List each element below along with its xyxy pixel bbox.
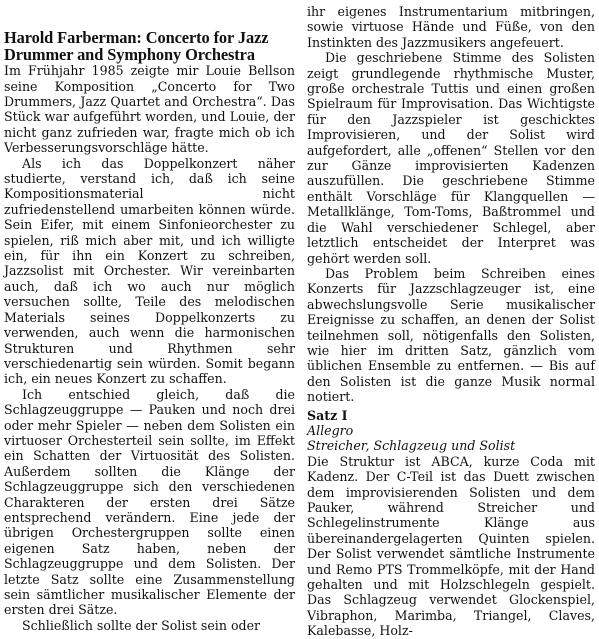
paragraph-percussion-group: Ich entschied gleich, daß die Schlagzeuggruppe — Pauken und noch drei oder mehr Spieler — neben dem Solisten ein virtuoser Orchesterteil sein sollte, im Effekt ein Schatten der Virtuosität des Solisten. Außerdem sollten die Klänge der Schlagzeuggruppe sich den verschiedenen Charakteren der ersten drei Sätze entsprechend verändern. Eine jede der übrigen Orchestergruppen sollte einen eigenen Satz haben, neben der Schlagzeuggruppe und dem Solisten. Der letzte Satz sollte eine Zusammenstellung sein sämtlicher musikalischer Elemente der ersten drei Sätze. [4,386,295,618]
right-column [307,4,595,639]
section-instrumentation: Streicher, Schlagzeug und Solist [307,438,516,454]
paragraph-double-concerto: Als ich das Doppelkonzert näher studierte, verstand ich, daß ich seine Kompositionsmaterial nicht zufriedenstellend umarbeiten können würde. Sein Eifer, mit einem Sinfonieorchester zu spielen, riß mich aber mit, und ich willigte ein, für ihn ein Konzert zu schreiben, Jazzsolist mit Orchester. Wir vereinbarten auch, daß ich wo auch nur möglich versuchen sollte, Teile des melodischen Materials seines Doppelkonzerts zu verwenden, auch wenn die harmonischen Strukturen und Rhythmen sehr verschiedenartig sein würden. Somit begann ich, ein neues Konzert zu schaffen. [4,155,295,387]
paragraph-soloist-start: Schließlich sollte der Solist sein oder [22,617,261,633]
section-heading: Satz I [307,407,348,423]
paragraph-instrumentarium: ihr eigenes Instrumentarium mitbringen, sowie virtuose Hände und Füße, von den Instinkten des Jazzmusikers angefeuert. [307,4,595,50]
article-title: Harold Farberman: Concerto for Jazz Drummer and Symphony Orchestra [4,28,269,64]
paragraph-written-part: Die geschriebene Stimme des Solisten zeigt grundlegende rhythmische Muster, große orchestrale Tuttis und einen großen Spielraum für Improvisation. Das Wichtigste für den Jazzspieler ist geschicktes Improvisieren, und der Solist wird aufgefordert, alle „offenen“ Stellen vor den zur Gänze improvisierten Kadenzen auszufüllen. Die geschriebene Stimme enthält Vorschläge für Klangquellen — Metallklänge, Tom-Toms, Baßtrommel und die Wahl verschiedener Schlegel, aber letztlich entscheidet der Interpret was gehört werden soll. [307,50,595,266]
section-tempo: Allegro [307,422,354,438]
paragraph-problem: Das Problem beim Schreiben eines Konzerts für Jazzschlagzeuger ist, eine abwechslungsvolle Serie musikalischer Ereignisse zu schaffen, an denen der Solist teilnehmen soll, nötigenfalls den Solisten, wie hier im dritten Satz, gänzlich vom üblichen Ensemble zu entfernen. — Bis auf den Solisten ist die ganze Musik normal notiert. [307,265,595,405]
left-column [4,30,295,633]
paragraph-intro: Im Frühjahr 1985 zeigte mir Louie Bellson seine Komposition „Concerto for Two Drummers, Jazz Quartet and Orchestra“. Das Stück war aufgeführt worden, und Louie, der nicht ganz zufrieden war, fragte mich ob ich Verbesserungsvorschläge hätte. [4,63,295,156]
section-body: Die Struktur ist ABCA, kurze Coda mit Kadenz. Der C-Teil ist das Duett zwischen dem improvisierenden Solisten und dem Pauker, während Streicher und Schlegelinstrumente Klänge aus übereinandergelagerten Quinten spielen. Der Solist verwendet sämtliche Instrumente und Remo PTS Trommelköpfe, mit der Hand gehalten und mit Holzschlegeln gespielt. Das Schlagzeug verwendet Glockenspiel, Vibraphon, Marimba, Triangel, Claves, Kalebasse, Holz- [307,453,595,639]
